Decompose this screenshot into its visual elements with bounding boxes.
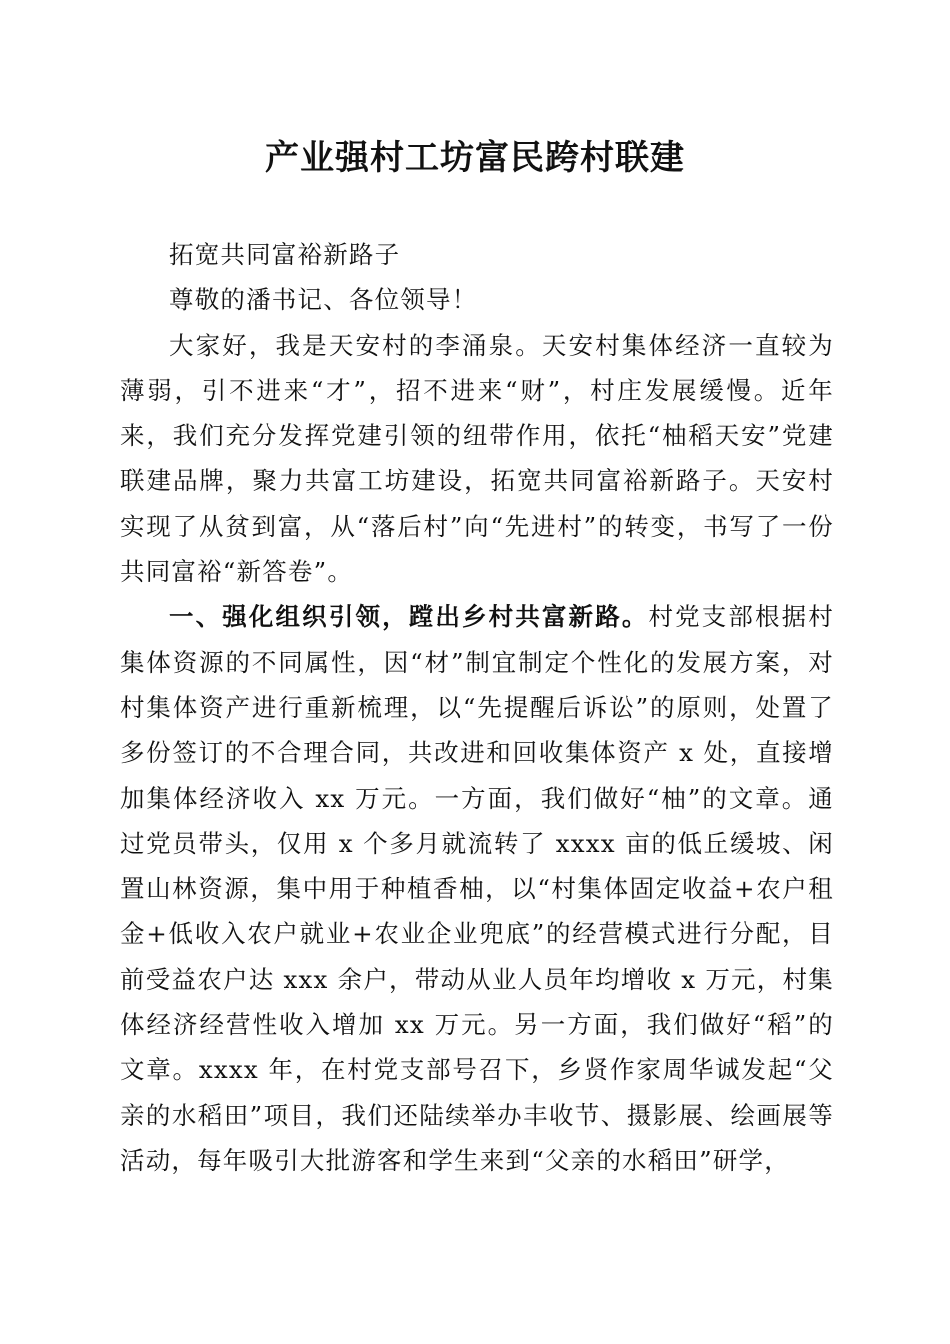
- subtitle-line: 拓宽共同富裕新路子: [169, 240, 401, 269]
- salutation-line: 尊敬的潘书记、各位领导！: [169, 285, 478, 315]
- section-one-heading: 一、强化组织引领，蹚出乡村共富新路。: [169, 602, 649, 632]
- paragraph-section-one: [120, 594, 834, 1183]
- document-title: 产业强村工坊富民跨村联建: [265, 138, 685, 178]
- section-one-text: 村党支部根据村集体资源的不同属性，因“材”制宜制定个性化的发展方案，对村集体资产进行重新梳理，以“先提醒后诉讼”的原则，处置了多份签订的不合理合同，共改进和回收集体资产 x 处，直接增加集体经济收入 xx 万元。一方面，我们做好“柚”的文章。通过党员带头，仅用 x 个多月就流转了 xxxx 亩的低丘缓坡、闲置山林资源，集中用于种植香柚，以“村集体固定收益+农户租金+低收入农户就业+农业企业兜底”的经营模式进行分配，目前受益农户达 xxx 余户，带动从业人员年均增收 x 万元，村集体经济经营性收入增加 xx 万元。另一方面，我们做好“稻”的文章。xxxx 年，在村党支部号召下，乡贤作家周华诚发起“父亲的水稻田”项目，我们还陆续举办丰收节、摄影展、绘画展等活动，每年吸引大批游客和学生来到“父亲的水稻田”研学，: [120, 602, 834, 1175]
- document-body: [120, 232, 834, 1183]
- paragraph-intro: [120, 323, 834, 595]
- paragraph-intro-text: 大家好，我是天安村的李涌泉。天安村集体经济一直较为薄弱，引不进来“才”，招不进来“财”，村庄发展缓慢。近年来，我们充分发挥党建引领的纽带作用，依托“柚稻天安”党建联建品牌，聚力共富工坊建设，拓宽共同富裕新路子。天安村实现了从贫到富，从“落后村”向“先进村”的转变，书写了一份共同富裕“新答卷”。: [120, 330, 834, 587]
